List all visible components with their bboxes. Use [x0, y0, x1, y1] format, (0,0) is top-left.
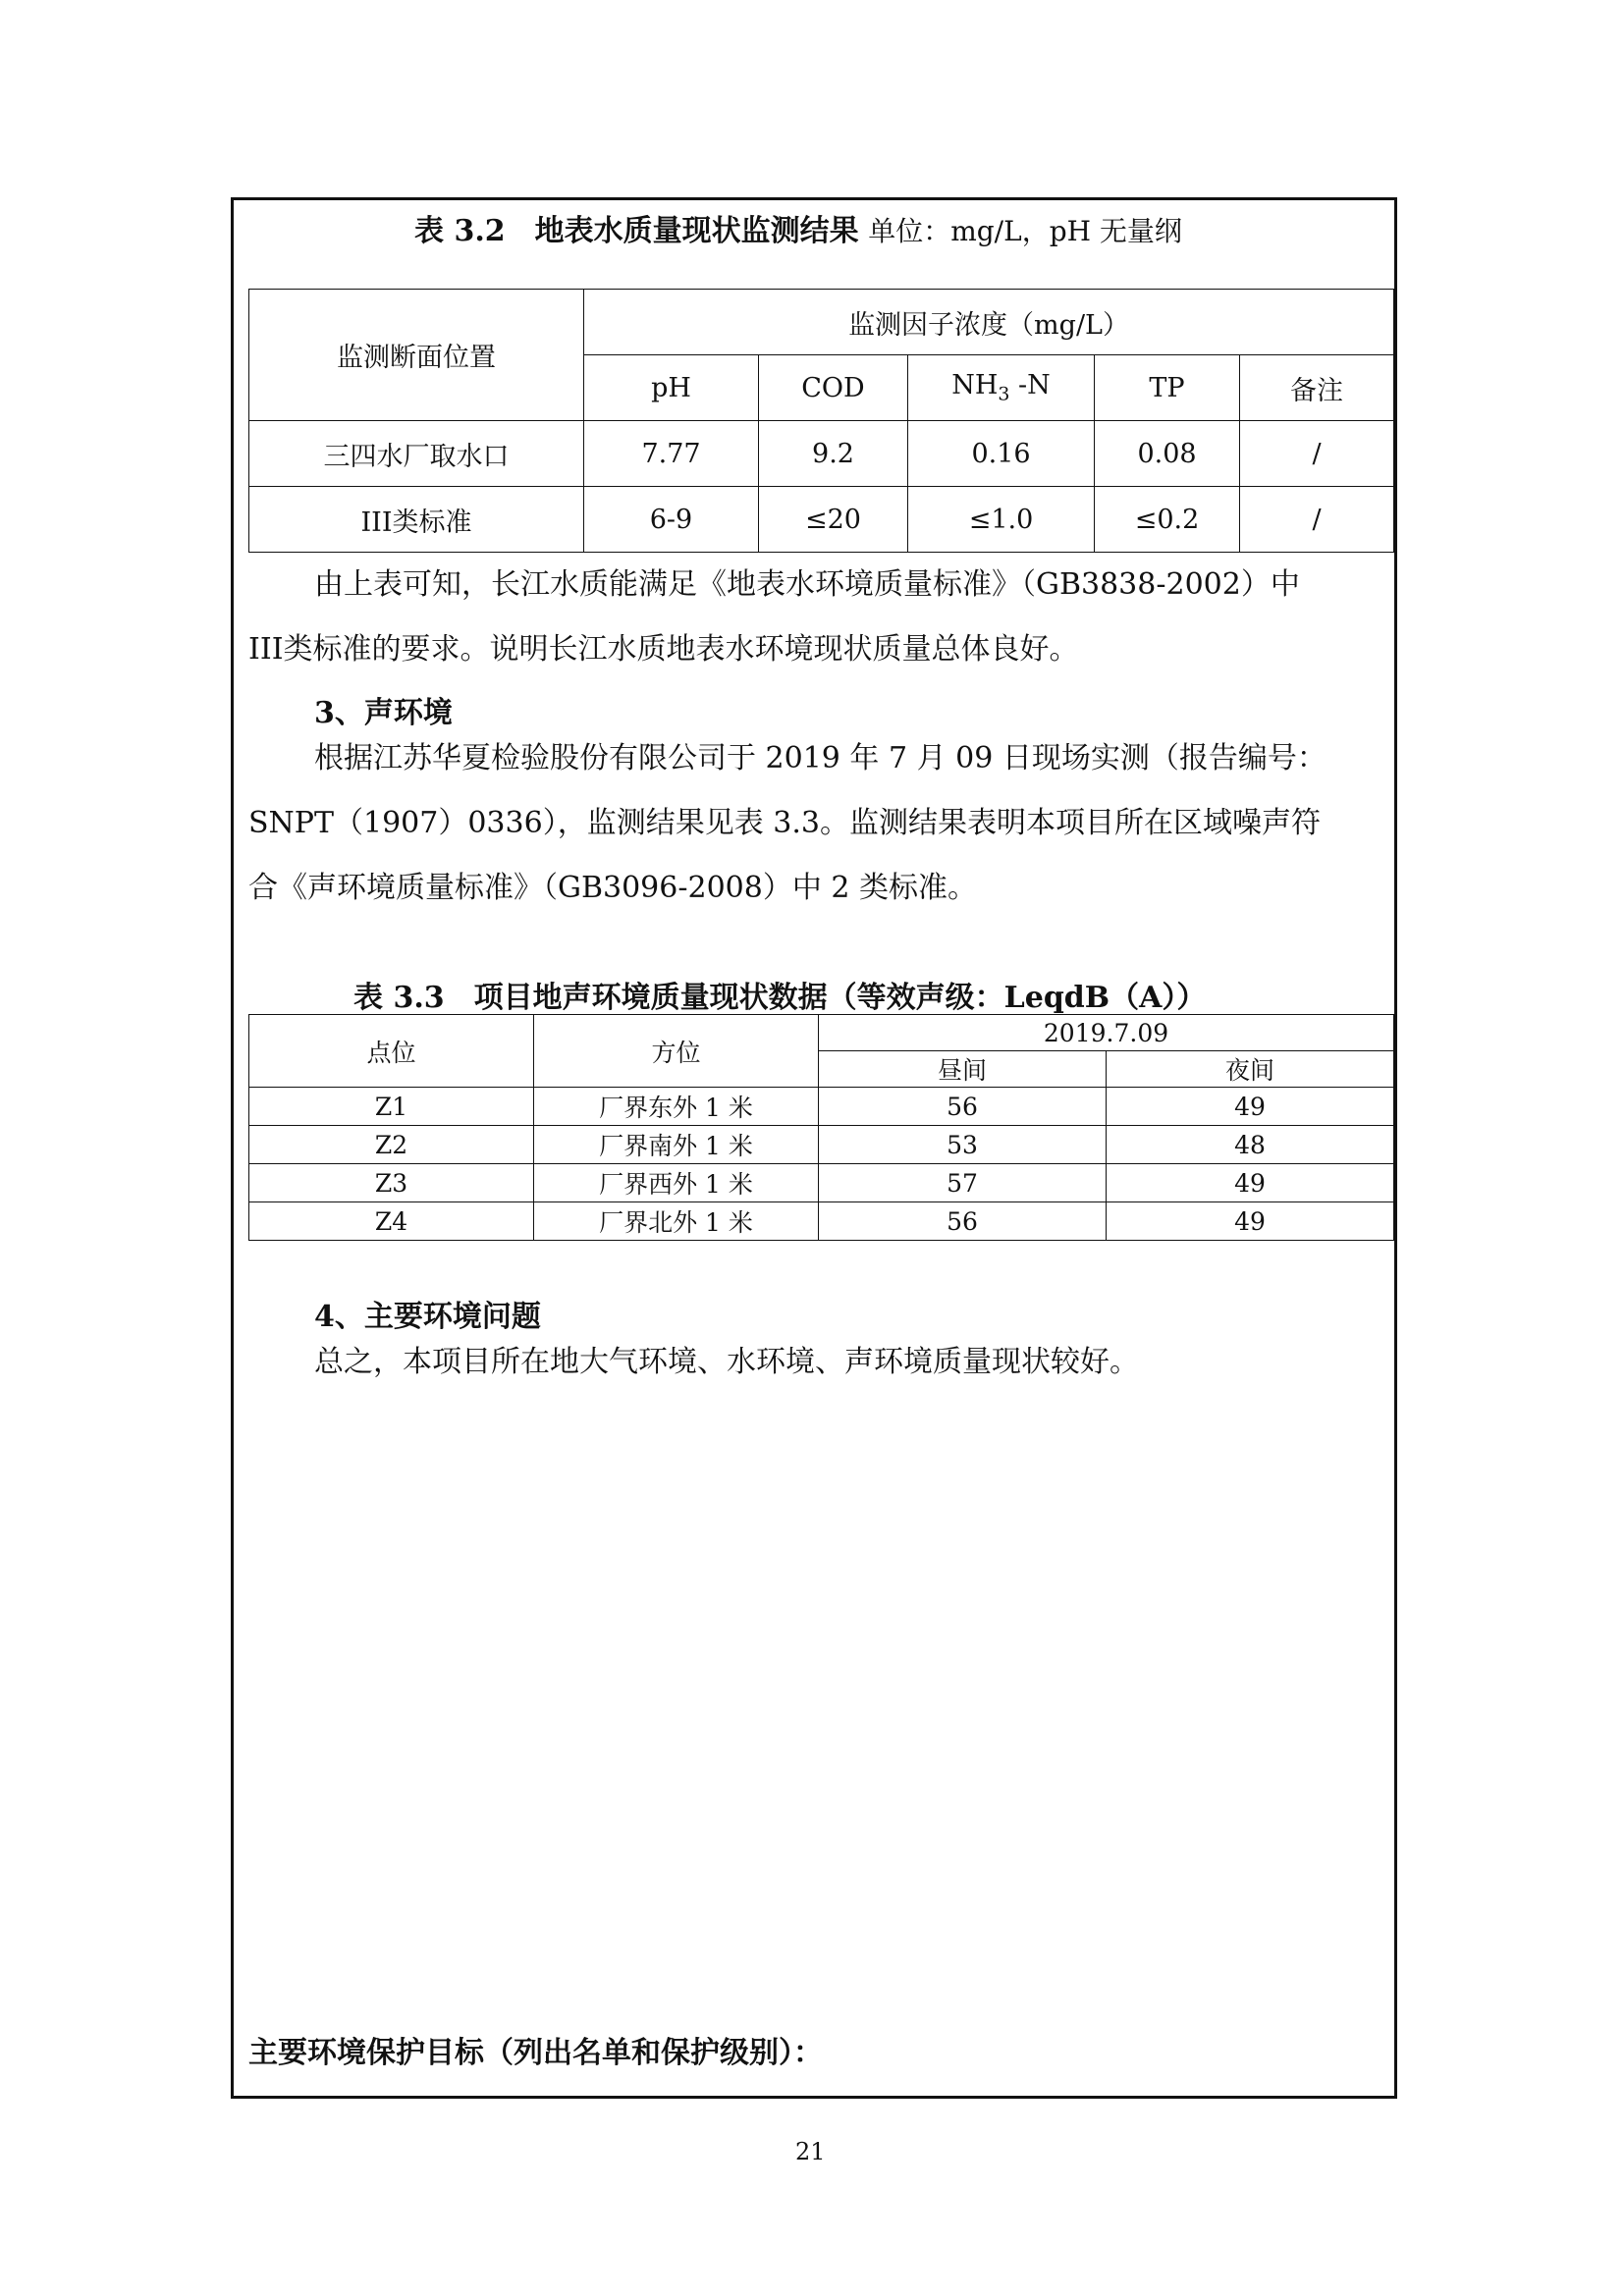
header-remark: 备注 [1240, 355, 1394, 421]
page-number: 21 [795, 2138, 826, 2165]
cell-nh3n: 0.16 [908, 421, 1095, 487]
para-summary: 总之，本项目所在地大气环境、水环境、声环境质量现状较好。 [314, 1345, 1139, 1379]
cell-day: 56 [819, 1202, 1107, 1241]
cell-day: 56 [819, 1088, 1107, 1126]
cell-day: 53 [819, 1126, 1107, 1164]
table-row [249, 1164, 1394, 1202]
cell-night: 49 [1107, 1202, 1394, 1241]
cell-ph: 6-9 [584, 487, 759, 553]
header-day: 昼间 [819, 1051, 1107, 1088]
header-tp: TP [1095, 355, 1240, 421]
section-4-heading: 4、主要环境问题 [314, 1300, 541, 1334]
para-water-line-2: III类标准的要求。说明长江水质地表水环境现状质量总体良好。 [248, 632, 1079, 667]
header-nh3n [908, 355, 1095, 421]
table-3-2-unit: 单位：mg/L，pH 无量纲 [868, 215, 1182, 247]
cell-tp: ≤0.2 [1095, 487, 1240, 553]
table-row [249, 1126, 1394, 1164]
table-row [249, 1202, 1394, 1241]
table-3-3-caption [353, 973, 1206, 1016]
para-noise-line-1: 根据江苏华夏检验股份有限公司于 2019 年 7 月 09 日现场实测（报告编号： [314, 741, 1326, 775]
cell-night: 49 [1107, 1164, 1394, 1202]
para-noise-line-2: SNPT（1907）0336），监测结果见表 3.3。监测结果表明本项目所在区域噪声符 [248, 806, 1321, 840]
header-location: 监测断面位置 [249, 290, 584, 421]
cell-point: Z3 [249, 1164, 534, 1202]
header-cod: COD [759, 355, 908, 421]
cell-night: 49 [1107, 1088, 1394, 1126]
cell-point: Z1 [249, 1088, 534, 1126]
table-3-2-title: 表 3.2 地表水质量现状监测结果 [414, 214, 859, 248]
section-3-heading: 3、声环境 [314, 696, 453, 730]
header-point: 点位 [249, 1015, 534, 1088]
cell-point: Z2 [249, 1126, 534, 1164]
para-noise-line-3: 合《声环境质量标准》（GB3096-2008）中 2 类标准。 [248, 871, 978, 905]
cell-direction: 厂界西外 1 米 [534, 1164, 819, 1202]
header-date: 2019.7.09 [819, 1015, 1394, 1051]
cell-remark: / [1240, 487, 1394, 553]
header-direction: 方位 [534, 1015, 819, 1088]
table-row [249, 487, 1394, 553]
header-factor-group: 监测因子浓度（mg/L） [584, 290, 1394, 355]
cell-night: 48 [1107, 1126, 1394, 1164]
cell-cod: 9.2 [759, 421, 908, 487]
row-location: III类标准 [249, 487, 584, 553]
cell-cod: ≤20 [759, 487, 908, 553]
table-3-2-caption [414, 206, 1182, 249]
cell-point: Z4 [249, 1202, 534, 1241]
table-3-3-title: 表 3.3 项目地声环境质量现状数据（等效声级：LeqdB（A）） [353, 981, 1207, 1015]
cell-direction: 厂界东外 1 米 [534, 1088, 819, 1126]
cell-nh3n: ≤1.0 [908, 487, 1095, 553]
surface-water-table [248, 289, 1394, 553]
cell-direction: 厂界北外 1 米 [534, 1202, 819, 1241]
cell-day: 57 [819, 1164, 1107, 1202]
header-night: 夜间 [1107, 1051, 1394, 1088]
para-water-line-1: 由上表可知，长江水质能满足《地表水环境质量标准》（GB3838-2002）中 [314, 567, 1300, 602]
cell-direction: 厂界南外 1 米 [534, 1126, 819, 1164]
protection-targets-heading: 主要环境保护目标（列出名单和保护级别）： [248, 2036, 823, 2070]
row-location: 三四水厂取水口 [249, 421, 584, 487]
nh3-suffix: -N [1009, 370, 1051, 401]
table-row [249, 421, 1394, 487]
nh3-subscript: 3 [998, 383, 1010, 405]
nh3-base: NH [951, 370, 999, 401]
table-row [249, 1088, 1394, 1126]
cell-tp: 0.08 [1095, 421, 1240, 487]
cell-remark: / [1240, 421, 1394, 487]
header-ph: pH [584, 355, 759, 421]
cell-ph: 7.77 [584, 421, 759, 487]
noise-table [248, 1014, 1394, 1241]
